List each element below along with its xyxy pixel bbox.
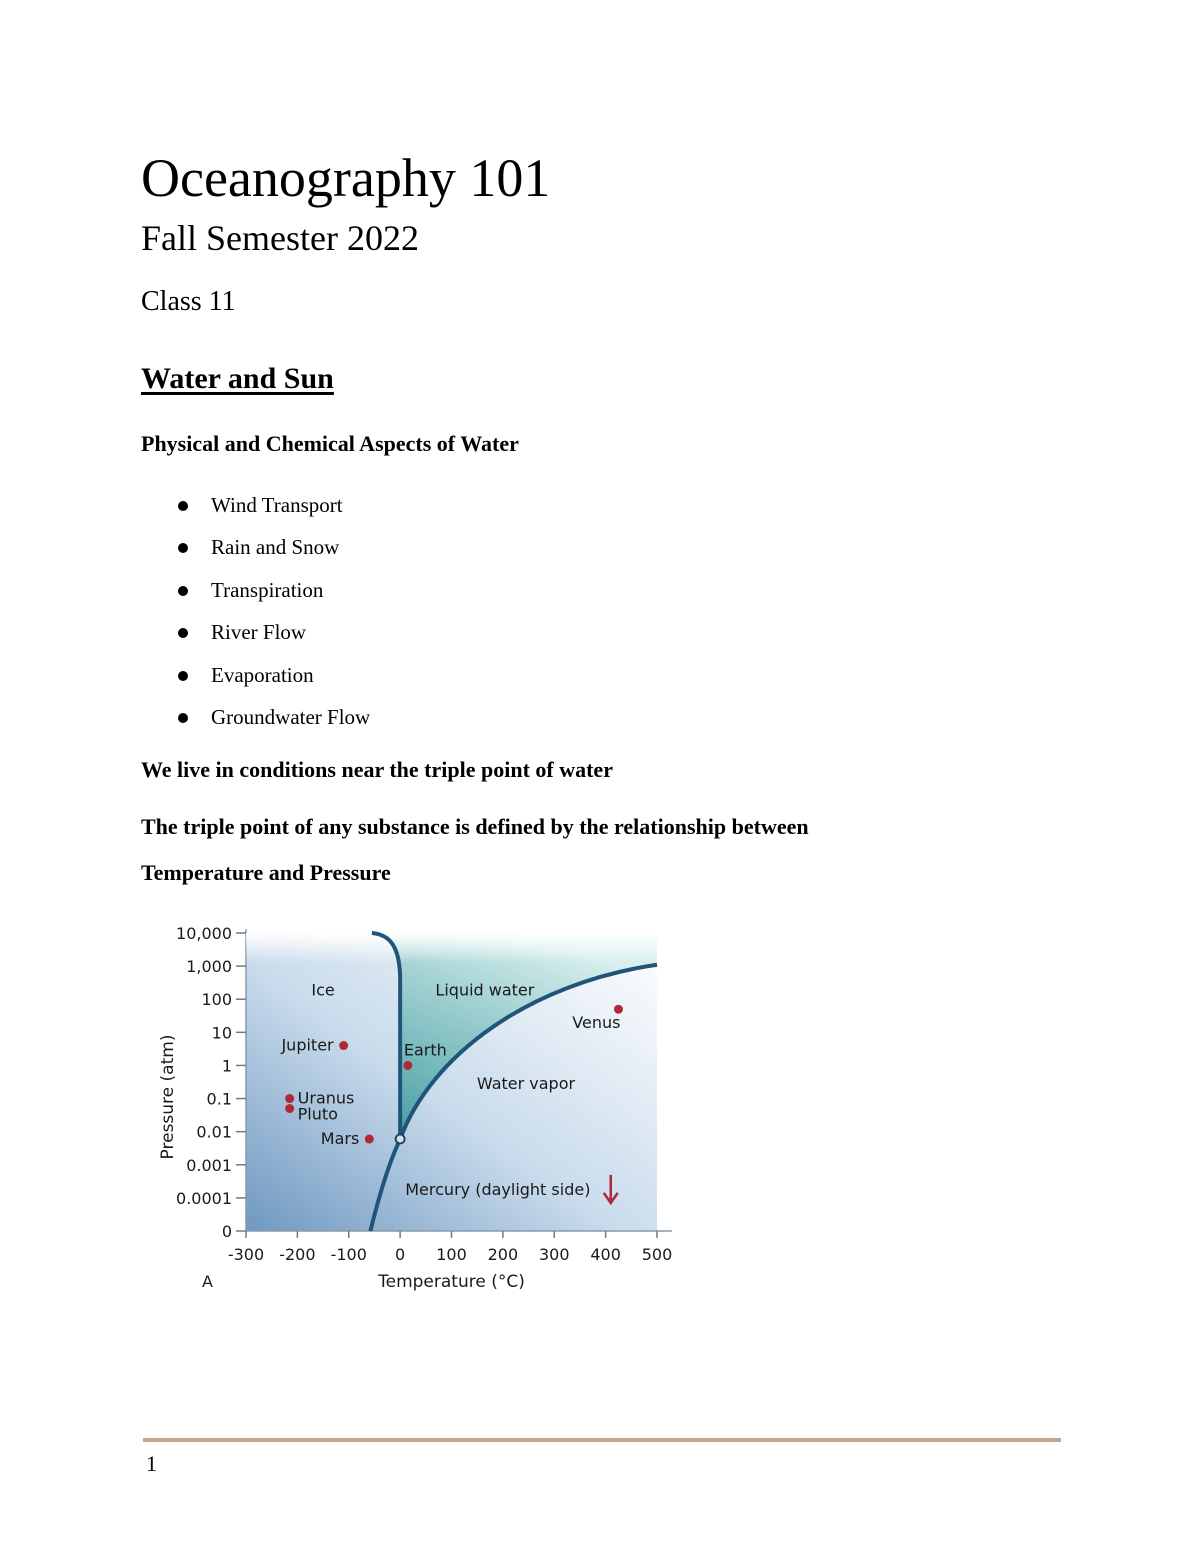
point-label-earth: Earth — [403, 1040, 447, 1060]
region-label-liquid: Liquid water — [435, 980, 535, 1000]
statement-temperature-pressure: Temperature and Pressure — [141, 860, 391, 885]
y-tick-label: 0.001 — [186, 1155, 232, 1175]
bullet-icon — [178, 713, 188, 723]
x-tick-label: 100 — [436, 1245, 467, 1264]
subheading: Physical and Chemical Aspects of Water — [141, 431, 519, 456]
bullet-icon — [178, 543, 188, 553]
point-label-jupiter: Jupiter — [281, 1035, 334, 1055]
y-tick-label: 10,000 — [176, 924, 232, 943]
document-subtitle: Fall Semester 2022 — [141, 218, 419, 258]
top-fade — [246, 933, 657, 963]
statement-triple-point-definition: The triple point of any substance is defined by the relationship between — [141, 814, 809, 839]
y-tick-label: 0.01 — [196, 1122, 232, 1142]
x-tick-label: 400 — [590, 1245, 621, 1264]
x-tick-label: 300 — [538, 1245, 570, 1264]
y-tick-label: 1 — [221, 1056, 232, 1076]
point-label-venus: Venus — [572, 1013, 621, 1033]
x-tick-label: -300 — [227, 1245, 265, 1264]
point-label-mars: Mars — [320, 1129, 360, 1149]
y-axis-label: Pressure (atm) — [158, 1034, 178, 1160]
point-label-uranus: Uranus — [297, 1088, 355, 1108]
point-jupiter — [339, 1041, 348, 1050]
bullet-icon — [178, 586, 188, 596]
page-number: 1 — [146, 1451, 157, 1476]
region-label-ice: Ice — [311, 980, 335, 1000]
bullet-icon — [178, 501, 188, 511]
triple-point-marker — [396, 1135, 405, 1144]
panel-label: A — [202, 1272, 213, 1291]
point-earth — [403, 1061, 412, 1070]
class-label: Class 11 — [141, 286, 236, 317]
point-label-pluto: Pluto — [297, 1104, 338, 1124]
y-tick-label: 100 — [201, 990, 232, 1010]
mercury-annotation: Mercury (daylight side) — [405, 1179, 591, 1199]
phase-diagram-figure — [150, 915, 680, 1300]
bullet-icon — [178, 628, 188, 638]
x-tick-label: -200 — [279, 1245, 316, 1264]
x-tick-label: 200 — [487, 1245, 519, 1264]
point-mars — [365, 1135, 374, 1144]
footer-divider — [143, 1438, 1061, 1442]
y-tick-label: 1,000 — [186, 957, 232, 977]
point-pluto — [285, 1104, 294, 1113]
phase-diagram-chart — [150, 915, 680, 1300]
bullet-icon — [178, 671, 188, 681]
section-title: Water and Sun — [141, 362, 334, 395]
y-tick-label: 0.0001 — [176, 1188, 232, 1208]
y-tick-label: 10 — [211, 1023, 232, 1043]
x-tick-label: -100 — [330, 1245, 367, 1264]
statement-near-triple-point: We live in conditions near the triple point of water — [141, 757, 613, 782]
x-tick-label: 500 — [641, 1245, 673, 1264]
x-axis-label: Temperature (°C) — [378, 1272, 525, 1292]
y-tick-label: 0 — [221, 1222, 232, 1241]
y-tick-label: 0.1 — [206, 1089, 232, 1109]
region-label-vapor: Water vapor — [476, 1073, 576, 1093]
document-title: Oceanography 101 — [141, 148, 551, 208]
point-uranus — [285, 1094, 294, 1103]
x-tick-label: 0 — [395, 1245, 406, 1264]
